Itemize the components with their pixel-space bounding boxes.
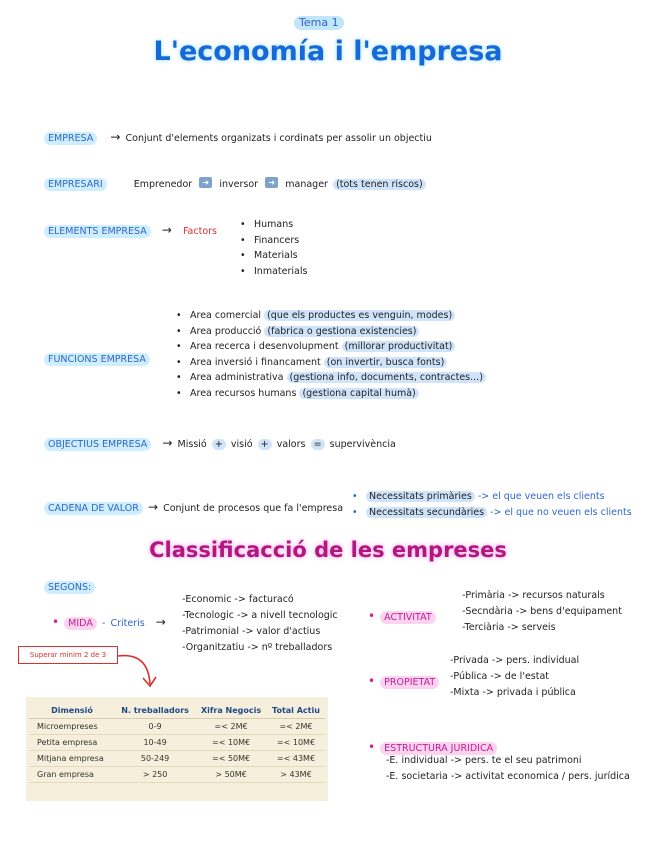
list-item: • Financers — [240, 233, 307, 249]
activitat-label: ACTIVITAT — [380, 611, 436, 624]
list-item: • Necessitats secundàries -> el que no veuen els clients — [352, 505, 632, 521]
objectius-row — [44, 432, 396, 451]
size-table — [26, 697, 328, 801]
plus-icon: + — [212, 439, 226, 450]
funcions-list — [176, 308, 486, 402]
list-item: • Humans — [240, 217, 307, 233]
bullet-icon: • — [368, 609, 376, 623]
valors: valors — [276, 439, 306, 450]
table-row — [29, 719, 325, 735]
table-header: Xifra Negocis — [195, 703, 267, 719]
list-item: -E. societaria -> activitat economica / pers. jurídica — [386, 771, 630, 782]
table-cell: 10-49 — [115, 735, 195, 751]
table-cell: > 250 — [115, 767, 195, 783]
empresa-label: EMPRESA — [44, 132, 97, 145]
propietat-row — [368, 670, 439, 689]
table-header: Dimensió — [29, 703, 115, 719]
list-item: • Area administrativa (gestiona info, documents, contractes...) — [176, 370, 486, 386]
table-cell: =< 10M€ — [195, 735, 267, 751]
table-cell: 50-249 — [115, 751, 195, 767]
list-item: • Area inversió i financament (on invertir, busca fonts) — [176, 355, 486, 371]
table-cell: =< 10M€ — [267, 735, 325, 751]
cadena-label: CADENA DE VALOR — [44, 502, 143, 515]
factors-list — [240, 217, 307, 279]
table-header: Total Actiu — [267, 703, 325, 719]
propietat-label: PROPIETAT — [380, 676, 439, 689]
bullet-icon: • — [52, 615, 60, 629]
table-header-row — [29, 703, 325, 719]
table-cell: =< 2M€ — [195, 719, 267, 735]
propietat-list — [450, 653, 579, 701]
list-item: -Privada -> pers. individual — [450, 655, 580, 666]
estructura-label: ESTRUCTURA JURIDICA — [380, 742, 497, 755]
table-cell: =< 43M€ — [267, 751, 325, 767]
arrow-icon: → — [161, 223, 172, 237]
dash: - — [101, 618, 106, 629]
criteris-label: Criteris — [110, 618, 145, 629]
cadena-definition: Conjunt de procesos que fa l'empresa — [163, 503, 344, 514]
empresa-definition: Conjunt d'elements organizats i cordinats per assolir un objectiu — [125, 133, 432, 144]
segons-row — [44, 575, 95, 594]
visio: visió — [230, 439, 253, 450]
list-item: • Inmaterials — [240, 264, 307, 280]
table-cell: 0-9 — [115, 719, 195, 735]
list-item: -Primària -> recursos naturals — [462, 590, 605, 601]
note-box: Superar minim 2 de 3 — [18, 646, 118, 664]
table-cell: Petita empresa — [29, 735, 115, 751]
elements-row — [44, 219, 217, 238]
table — [29, 703, 325, 783]
bullet-icon: • — [368, 674, 376, 688]
page-title: L'economía i l'empresa — [153, 36, 503, 67]
table-cell: Microempreses — [29, 719, 115, 735]
cadena-row — [44, 496, 343, 515]
segons-label: SEGONS: — [44, 581, 95, 594]
empresari-a: Emprenedor — [133, 179, 193, 190]
activitat-list — [462, 588, 622, 636]
arrow-icon: → — [110, 130, 121, 144]
list-item: -Patrimonial -> valor d'actius — [182, 626, 321, 637]
tema-label: Tema 1 — [294, 16, 344, 30]
empresari-b: inversor — [219, 179, 259, 190]
list-item: -Pública -> de l'estat — [450, 671, 550, 682]
table-cell: > 43M€ — [267, 767, 325, 783]
supervivencia: supervivència — [329, 439, 396, 450]
bullet-icon: • — [368, 740, 376, 754]
estructura-list — [386, 753, 630, 785]
list-item: -E. individual -> pers. te el seu patrimoni — [386, 755, 582, 766]
cadena-list — [352, 489, 632, 520]
right-arrow-box-icon: ➜ — [199, 177, 212, 188]
curved-arrow-icon — [112, 650, 162, 690]
table-cell: Gran empresa — [29, 767, 115, 783]
table-cell: Mitjana empresa — [29, 751, 115, 767]
empresari-note: (tots tenen riscos) — [333, 179, 426, 190]
arrow-icon: → — [162, 436, 173, 450]
factors-label: Factors — [182, 226, 217, 237]
list-item: • Area comercial (que els productes es venguin, modes) — [176, 308, 486, 324]
arrow-icon: → — [147, 500, 158, 514]
list-item: -Tecnologic -> a nivell tecnologic — [182, 610, 338, 621]
empresa-row — [44, 126, 432, 145]
plus-icon: + — [258, 439, 272, 450]
arrow-icon: → — [155, 615, 166, 629]
table-cell: > 50M€ — [195, 767, 267, 783]
list-item: -Economic -> facturacó — [182, 594, 294, 605]
empresari-row — [44, 172, 426, 191]
list-item: • Necessitats primàries -> el que veuen els clients — [352, 489, 632, 505]
activitat-row — [368, 605, 436, 624]
table-header: N. treballadors — [115, 703, 195, 719]
table-row — [29, 751, 325, 767]
funcions-row — [44, 347, 150, 366]
right-arrow-box-icon: ➜ — [265, 177, 278, 188]
table-row — [29, 767, 325, 783]
elements-label: ELEMENTS EMPRESA — [44, 225, 151, 238]
table-row — [29, 735, 325, 751]
empresari-label: EMPRESARI — [44, 178, 107, 191]
list-item: • Area recerca i desenvolupment (millorar productivitat) — [176, 339, 486, 355]
list-item: -Terciària -> serveis — [462, 622, 556, 633]
mida-label: MIDA — [64, 617, 97, 630]
empresari-c: manager — [285, 179, 328, 190]
section-title: Classificacció de les empreses — [149, 538, 507, 562]
list-item: -Secndària -> bens d'equipament — [462, 606, 622, 617]
list-item: -Mixta -> privada i pública — [450, 687, 576, 698]
table-cell: =< 50M€ — [195, 751, 267, 767]
mida-row — [52, 611, 166, 630]
objectius-label: OBJECTIUS EMPRESA — [44, 438, 151, 451]
table-cell: =< 2M€ — [267, 719, 325, 735]
equals-icon: = — [311, 439, 325, 450]
list-item: -Organitzatiu -> nº treballadors — [182, 642, 333, 653]
list-item: • Materials — [240, 248, 307, 264]
missio: Missió — [177, 439, 207, 450]
funcions-label: FUNCIONS EMPRESA — [44, 353, 150, 366]
list-item: • Area producció (fabrica o gestiona existencies) — [176, 324, 486, 340]
list-item: • Area recursos humans (gestiona capital humà) — [176, 386, 486, 402]
mida-criteria — [182, 592, 338, 656]
